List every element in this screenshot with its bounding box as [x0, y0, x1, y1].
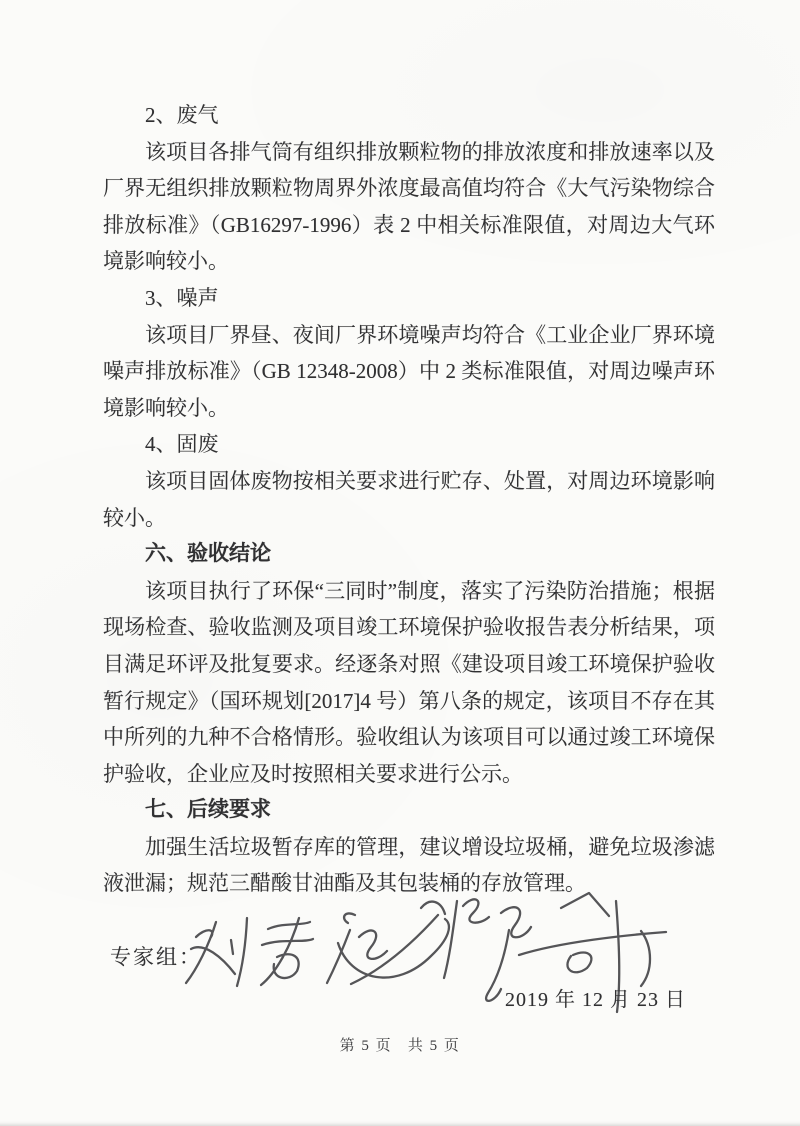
page-number-footer: 第 5 页 共 5 页: [339, 1038, 461, 1054]
section-number-noise: 3、噪声: [145, 285, 219, 310]
signature-2-icon: [327, 902, 449, 984]
heading-acceptance-conclusion: 六、验收结论: [145, 542, 271, 566]
heading-follow-up-requirements: 七、后续要求: [145, 798, 271, 822]
paragraph-follow-up-requirements: 加强生活垃圾暂存库的管理，建议增设垃圾桶，避免垃圾渗滤液泄漏；规范三醋酸甘油酯及其包装桶的存放管理。: [103, 834, 715, 896]
paragraph-acceptance-conclusion: 该项目执行了环保“三同时”制度，落实了污染防治措施；根据现场检查、验收监测及项目竣工环境保护验收报告表分析结果，项目满足环评及批复要求。经逐条对照《建设项目竣工环境保护验收暂行规定》（国环规划[2017]4 号）第八条的规定，该项目不存在其中所列的九种不合格情形。验收组认为该项目可以通过竣工环境保护验收，企业应及时按照相关要求进行公示。: [103, 578, 715, 786]
expert-group-label: 专家组：: [110, 945, 202, 969]
paragraph-waste-gas: 该项目各排气筒有组织排放颗粒物的排放浓度和排放速率以及厂界无组织排放颗粒物周界外浓度最高值均符合《大气污染物综合排放标准》（GB16297-1996）表 2 中相关标准限值，对周边大气环境影响较小。: [103, 139, 715, 274]
section-number-waste-gas: 2、废气: [145, 103, 219, 127]
document-body: [103, 97, 715, 902]
paragraph-solid-waste: 该项目固体废物按相关要求进行贮存、处置，对周边环境影响较小。: [103, 468, 715, 530]
paragraph-noise: 该项目厂界昼、夜间厂界环境噪声均符合《工业企业厂界环境噪声排放标准》（GB 12348-2008）中 2 类标准限值，对周边噪声环境影响较小。: [103, 322, 715, 420]
signature-date: 2019 年 12 月 23 日: [505, 989, 686, 1011]
section-number-solid-waste: 4、固废: [145, 432, 219, 457]
signature-1-icon: [186, 918, 313, 986]
